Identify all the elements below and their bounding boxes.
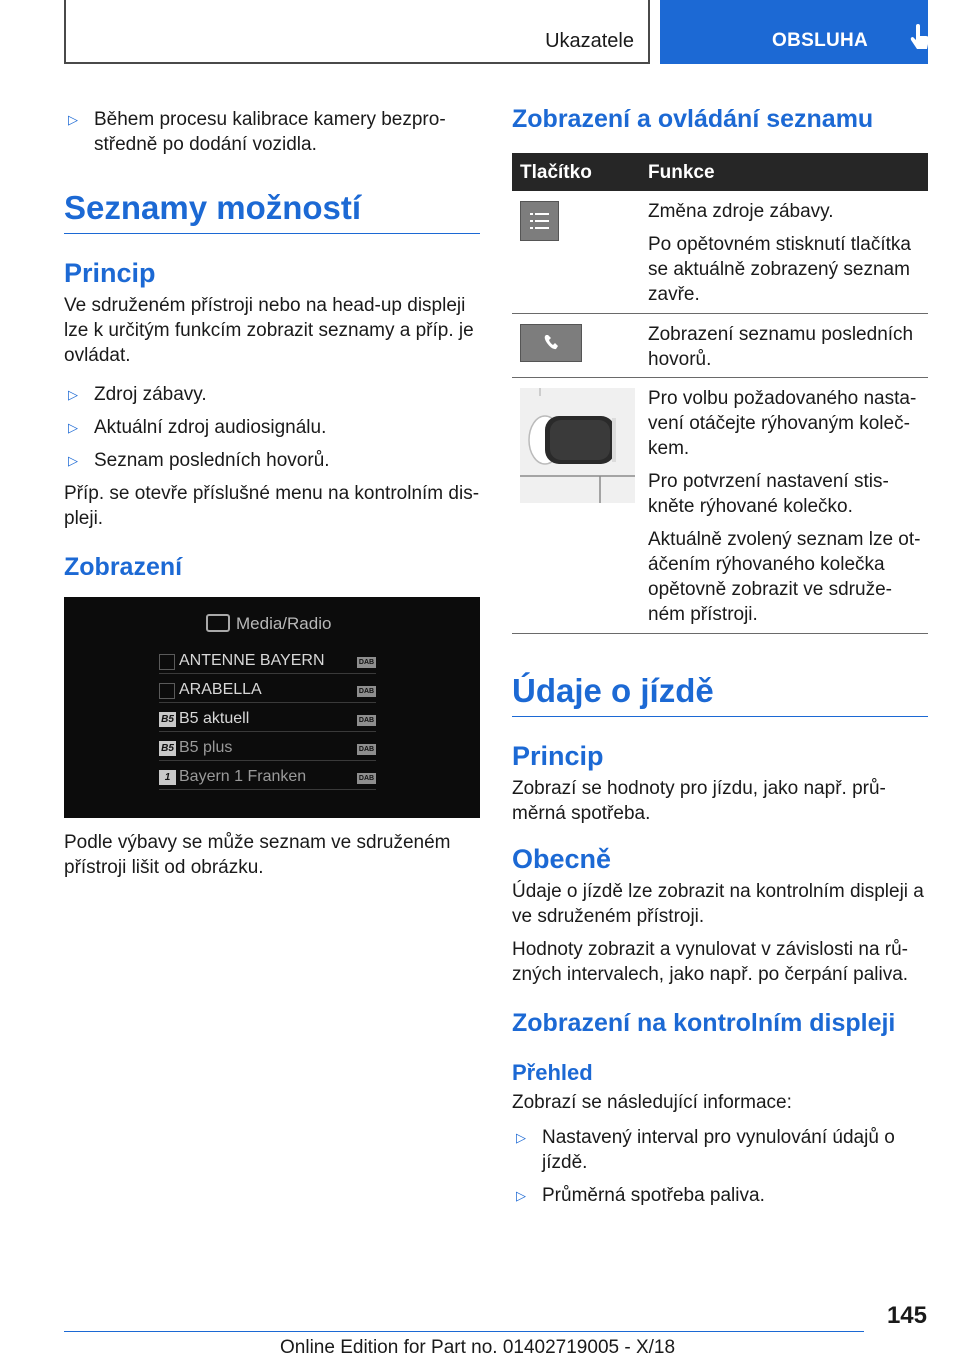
- thumbwheel-image: [520, 388, 635, 503]
- station-name: B5 aktuell: [179, 710, 250, 727]
- station-checkbox: [159, 683, 175, 699]
- table-row: [512, 314, 928, 378]
- princip-text: Zobrazí se hodnoty pro jízdu, jako např. prů-měrná spotřeba.: [512, 778, 886, 824]
- obecne-text: Hodnoty zobrazit a vynulovat v závislosti na rů-zných intervalech, jako např. po čerpání paliva.: [512, 939, 909, 985]
- chapter-tab-label: OBSLUHA: [772, 30, 869, 51]
- heading-kontrolni: Zobrazení na kontrolním displeji: [512, 1009, 896, 1037]
- table-header: [512, 153, 928, 191]
- dab-badge: DAB: [358, 717, 375, 724]
- heading-princip: Princip: [512, 741, 604, 771]
- dab-badge: DAB: [358, 688, 375, 695]
- station-logo: 1: [159, 770, 176, 785]
- table-row: [512, 191, 928, 314]
- chapter-tab[interactable]: [660, 0, 928, 64]
- footer-edition: Online Edition for Part no. 01402719005 - X/18: [280, 1337, 676, 1358]
- obecne-text: Údaje o jízdě lze zobrazit na kontrolním displeji a ve sdruženém přístroji.: [512, 881, 924, 927]
- station-row: [159, 767, 376, 790]
- radio-source-icon: [206, 614, 230, 632]
- function-line: Pro volbu požadovaného nasta-vení otáčejte rýhovaným koleč-kem.: [648, 388, 917, 459]
- bullet-item: ▷ Aktuální zdroj audiosignálu.: [64, 415, 480, 440]
- phone-button-icon: [520, 324, 582, 362]
- station-row: [159, 680, 376, 703]
- section-tab[interactable]: [64, 0, 650, 64]
- page-number: 145: [886, 1302, 927, 1329]
- table-col-button: Tlačítko: [520, 162, 592, 183]
- station-checkbox: [159, 654, 175, 670]
- dab-badge: DAB: [358, 746, 375, 753]
- station-name: Bayern 1 Franken: [179, 768, 307, 785]
- heading-prehled: Přehled: [512, 1060, 593, 1085]
- function-line: Po opětovném stisknutí tlačítka se aktuálně zobrazený seznam zavře.: [648, 234, 911, 305]
- section-tab-label: Ukazatele: [545, 30, 634, 52]
- function-line: Aktuálně zvolený seznam lze ot-áčením rýhovaného kolečka opětovně zobrazit ve sdruže-ném přístroji.: [648, 529, 921, 625]
- hand-pointer-icon: [910, 24, 930, 54]
- prehled-text: Zobrazí se následující informace:: [512, 1092, 792, 1113]
- heading-obecne: Obecně: [512, 844, 612, 874]
- station-row: [159, 651, 376, 674]
- footer-divider: [64, 1331, 864, 1332]
- right-heading: [512, 105, 928, 134]
- heading-zobrazeni: Zobrazení: [64, 553, 183, 581]
- right-lower: [512, 672, 928, 1208]
- station-logo: B5: [159, 712, 176, 727]
- bullet-item: ▷ Průměrná spotřeba paliva.: [512, 1183, 928, 1208]
- function-line: Zobrazení seznamu posledních hovorů.: [648, 324, 914, 370]
- prip-text: Příp. se otevře příslušné menu na kontrolním dis-pleji.: [64, 483, 480, 529]
- table-function-cell: [648, 386, 924, 635]
- bullet-item: ▷ Seznam posledních hovorů.: [64, 448, 480, 473]
- dab-badge: DAB: [358, 775, 375, 782]
- screen-title: Media/Radio: [236, 614, 332, 633]
- princip-text: Ve sdruženém přístroji nebo na head-up displeji lze k určitým funkcím zobrazit seznamy a příp. je ovládat.: [64, 295, 474, 366]
- heading-princip: Princip: [64, 258, 156, 288]
- radio-list-screen: [64, 597, 480, 818]
- station-logo: B5: [159, 741, 176, 756]
- function-table: [512, 153, 928, 634]
- table-function-cell: [648, 199, 924, 315]
- left-column: [64, 107, 480, 582]
- heading-seznamy: Seznamy možností: [64, 189, 480, 234]
- bullet-item: ▷ Zdroj zábavy.: [64, 382, 480, 407]
- table-row: [512, 378, 928, 634]
- station-name: ANTENNE BAYERN: [179, 652, 325, 669]
- station-name: B5 plus: [179, 739, 233, 756]
- screen-caption: Podle výbavy se může seznam ve sdruženém přístroji lišit od obrázku.: [64, 832, 451, 878]
- heading-zobrazeni-ovladani: Zobrazení a ovládání seznamu: [512, 105, 874, 133]
- function-line: Pro potvrzení nastavení stis-kněte rýhované kolečko.: [648, 471, 889, 517]
- station-row: [159, 738, 376, 761]
- dab-badge: DAB: [358, 659, 375, 666]
- table-function-cell: [648, 322, 924, 380]
- heading-udaje: Údaje o jízdě: [512, 672, 928, 717]
- station-name: ARABELLA: [179, 681, 262, 698]
- function-line: Změna zdroje zábavy.: [648, 201, 834, 222]
- list-button-icon: [520, 201, 559, 241]
- bullet-item: ▷ Nastavený interval pro vynulování údajů o jízdě.: [512, 1125, 928, 1175]
- station-row: [159, 709, 376, 732]
- bullet-item: ▷ Během procesu kalibrace kamery bezpro-středně po dodání vozidla.: [64, 107, 480, 157]
- table-col-function: Funkce: [648, 162, 715, 183]
